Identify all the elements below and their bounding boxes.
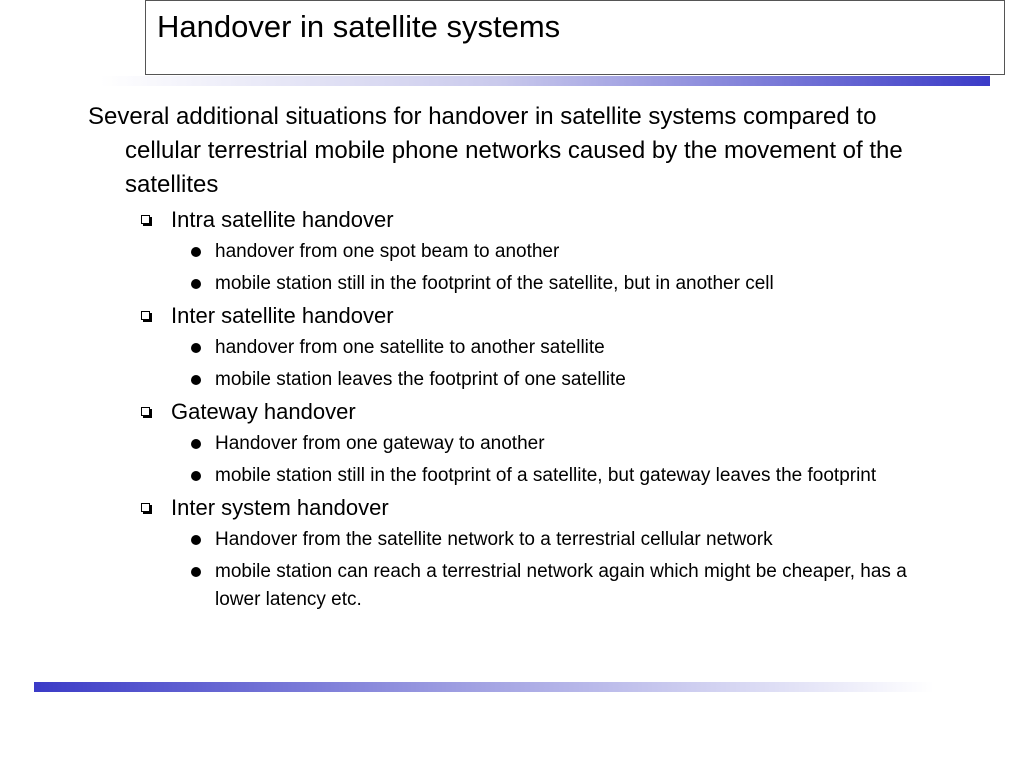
round-bullet-icon [191, 535, 201, 545]
section-heading [88, 206, 938, 234]
section-heading-text: Inter satellite handover [171, 303, 394, 328]
list-item [88, 558, 938, 614]
list-item [88, 334, 938, 362]
section-inter-satellite [88, 302, 938, 394]
round-bullet-icon [191, 471, 201, 481]
round-bullet-icon [191, 343, 201, 353]
section-gateway [88, 398, 938, 490]
round-bullet-icon [191, 375, 201, 385]
section-heading-text: Gateway handover [171, 399, 356, 424]
list-item [88, 270, 938, 298]
section-heading-text: Intra satellite handover [171, 207, 394, 232]
section-heading-text: Inter system handover [171, 495, 389, 520]
list-item [88, 366, 938, 394]
list-item-text: mobile station still in the footprint of a satellite, but gateway leaves the footprint [215, 465, 877, 486]
section-heading [88, 398, 938, 426]
square-bullet-icon [141, 503, 150, 512]
intro-paragraph: Several additional situations for handover in satellite systems compared to cellular terrestrial mobile phone networks caused by the movement of the satellites [88, 103, 903, 198]
slide-title: Handover in satellite systems [157, 9, 561, 44]
bottom-accent-bar [34, 682, 934, 692]
list-item-text: Handover from the satellite network to a terrestrial cellular network [215, 529, 773, 550]
square-bullet-icon [141, 311, 150, 320]
round-bullet-icon [191, 439, 201, 449]
round-bullet-icon [191, 567, 201, 577]
square-bullet-icon [141, 215, 150, 224]
list-item [88, 430, 938, 458]
list-item-text: mobile station can reach a terrestrial network again which might be cheaper, has a lower latency etc. [215, 561, 907, 610]
list-item [88, 238, 938, 266]
list-item [88, 526, 938, 554]
list-item-text: mobile station leaves the footprint of one satellite [215, 369, 626, 390]
square-bullet-icon [141, 407, 150, 416]
section-heading [88, 494, 938, 522]
list-item-text: Handover from one gateway to another [215, 433, 545, 454]
title-box [145, 0, 1005, 75]
list-item [88, 462, 938, 490]
round-bullet-icon [191, 247, 201, 257]
slide-content [88, 100, 938, 618]
round-bullet-icon [191, 279, 201, 289]
list-item-text: mobile station still in the footprint of the satellite, but in another cell [215, 273, 774, 294]
top-accent-bar [100, 76, 990, 86]
section-intra-satellite [88, 206, 938, 298]
list-item-text: handover from one satellite to another satellite [215, 337, 605, 358]
section-inter-system [88, 494, 938, 614]
list-item-text: handover from one spot beam to another [215, 241, 560, 262]
section-heading [88, 302, 938, 330]
